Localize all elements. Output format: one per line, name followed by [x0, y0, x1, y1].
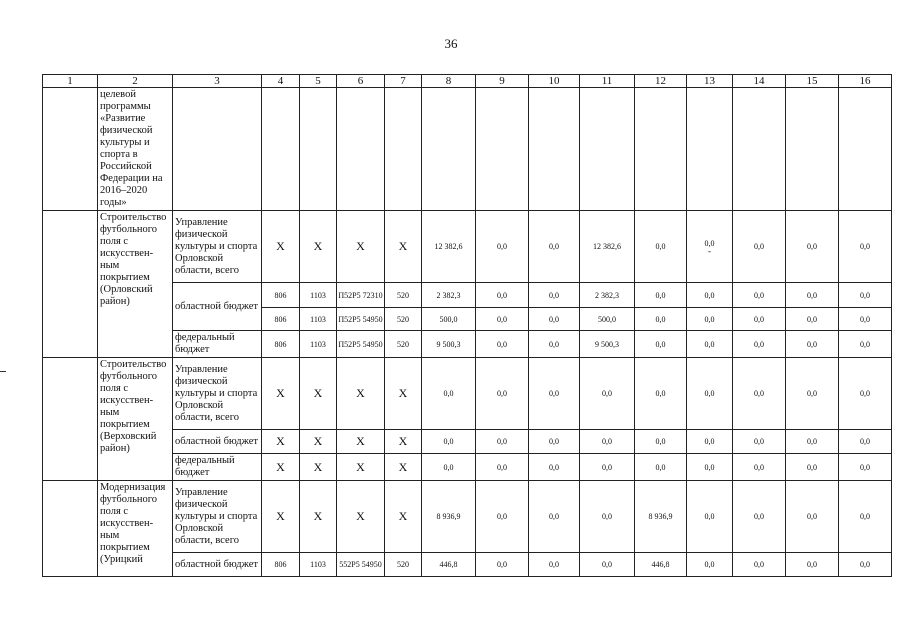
table-cell — [635, 88, 687, 211]
amount-cell: 0,0 — [635, 430, 687, 454]
amount-cell: 0,0 — [529, 283, 580, 308]
col-header: 3 — [173, 75, 262, 88]
kbk-cell: 1103 — [300, 308, 337, 331]
table-row — [43, 88, 892, 211]
table-cell — [300, 88, 337, 211]
amount-cell: 0,0 — [839, 283, 892, 308]
program-name-continued: целевой программы «Развитие физической культуры и спорта в Российской Федерации на 2016–2020 годы» — [98, 88, 173, 211]
kbk-cell: П52P5 54950 — [337, 331, 385, 358]
kbk-cell: X — [262, 481, 300, 553]
kbk-cell: X — [337, 430, 385, 454]
amount-cell: 0,0 — [422, 430, 476, 454]
amount-cell: 0,0 — [839, 430, 892, 454]
kbk-cell: X — [262, 430, 300, 454]
amount-cell: 0,0 — [529, 430, 580, 454]
amount-cell: 0,0 — [635, 283, 687, 308]
table-cell — [687, 88, 733, 211]
table-cell — [422, 88, 476, 211]
amount-cell: 0,0 — [786, 454, 839, 481]
amount-cell: 0,0 — [529, 358, 580, 430]
amount-cell — [687, 211, 733, 283]
amount-cell: 500,0 — [422, 308, 476, 331]
table-row — [43, 211, 892, 283]
kbk-cell: X — [385, 430, 422, 454]
kbk-cell: П52P5 72310 — [337, 283, 385, 308]
col-header: 14 — [733, 75, 786, 88]
amount-cell: 0,0 — [733, 481, 786, 553]
amount-cell: 0,0 — [476, 358, 529, 430]
table-cell — [839, 88, 892, 211]
kbk-cell: X — [300, 358, 337, 430]
col-header: 10 — [529, 75, 580, 88]
amount-cell: 0,0 — [580, 454, 635, 481]
amount-cell: 12 382,6 — [422, 211, 476, 283]
col-header: 15 — [786, 75, 839, 88]
amount-cell: 9 500,3 — [580, 331, 635, 358]
kbk-cell: 520 — [385, 553, 422, 577]
amount-cell: 0,0 — [839, 358, 892, 430]
funding-source: Управление физической культуры и спорта Орловской области, всего — [173, 358, 262, 430]
kbk-cell: 1103 — [300, 331, 337, 358]
amount-cell: 0,0 — [580, 553, 635, 577]
funding-source: федеральный бюджет — [173, 454, 262, 481]
amount-cell: 446,8 — [422, 553, 476, 577]
page-number: 36 — [444, 36, 458, 51]
event-name: Модернизация футбольного поля с искусствен-ным покрытием (Урицкий — [98, 481, 173, 577]
kbk-cell: 806 — [262, 283, 300, 308]
table-cell — [337, 88, 385, 211]
funding-source: Управление физической культуры и спорта Орловской области, всего — [173, 211, 262, 283]
amount-cell: 0,0 — [687, 481, 733, 553]
kbk-cell: X — [300, 481, 337, 553]
kbk-cell: X — [385, 454, 422, 481]
kbk-cell: X — [300, 430, 337, 454]
amount-cell: 2 382,3 — [580, 283, 635, 308]
table-row — [43, 358, 892, 430]
amount-cell: 0,0 — [635, 308, 687, 331]
amount-cell: 0,0 — [786, 331, 839, 358]
kbk-cell: 552P5 54950 — [337, 553, 385, 577]
kbk-cell: X — [300, 454, 337, 481]
amount-cell: 0,0 — [635, 331, 687, 358]
table-cell — [733, 88, 786, 211]
col-header: 8 — [422, 75, 476, 88]
kbk-cell: X — [337, 481, 385, 553]
amount-cell: 0,0 — [529, 454, 580, 481]
kbk-cell: 806 — [262, 308, 300, 331]
amount-cell: 0,0 — [733, 331, 786, 358]
amount-cell: 0,0 — [476, 211, 529, 283]
budget-table-container — [42, 74, 892, 577]
table-cell — [43, 358, 98, 481]
table-cell — [476, 88, 529, 211]
kbk-cell: 520 — [385, 308, 422, 331]
kbk-cell: П52P5 54950 — [337, 308, 385, 331]
kbk-cell: X — [300, 211, 337, 283]
col-header: 13 — [687, 75, 733, 88]
amount-cell: 0,0 — [422, 358, 476, 430]
table-cell — [385, 88, 422, 211]
amount-cell: 446,8 — [635, 553, 687, 577]
amount-cell: 0,0 — [733, 308, 786, 331]
amount-cell: 0,0 — [839, 481, 892, 553]
amount-cell: 0,0 — [786, 481, 839, 553]
col-header: 12 — [635, 75, 687, 88]
amount-cell: 0,0 — [580, 358, 635, 430]
amount-cell: 0,0 — [733, 283, 786, 308]
budget-table — [42, 74, 892, 577]
kbk-cell: X — [385, 358, 422, 430]
amount-cell: 0,0 — [635, 358, 687, 430]
amount-cell: 0,0 — [529, 553, 580, 577]
funding-source: федеральный бюджет — [173, 331, 262, 358]
amount-cell: 0,0 — [733, 211, 786, 283]
amount-cell: 0,0 — [733, 430, 786, 454]
amount-cell: 0,0 — [687, 454, 733, 481]
amount-cell: 0,0 — [839, 331, 892, 358]
funding-source: Управление физической культуры и спорта Орловской области, всего — [173, 481, 262, 553]
amount-cell: 0,0 — [839, 211, 892, 283]
amount-cell: 0,0 — [687, 308, 733, 331]
amount-cell: 0,0 — [786, 283, 839, 308]
amount-cell: 0,0 — [529, 211, 580, 283]
amount-value: 0,0 — [704, 239, 715, 248]
amount-cell: 0,0 — [476, 481, 529, 553]
table-cell — [173, 88, 262, 211]
amount-cell: 0,0 — [635, 454, 687, 481]
amount-cell: 0,0 — [529, 481, 580, 553]
amount-cell: 500,0 — [580, 308, 635, 331]
table-row — [43, 481, 892, 553]
funding-source: областной бюджет — [173, 430, 262, 454]
amount-cell: 0,0 — [476, 331, 529, 358]
col-header: 7 — [385, 75, 422, 88]
kbk-cell: X — [262, 454, 300, 481]
amount-cell: 0,0 — [422, 454, 476, 481]
amount-cell: 8 936,9 — [422, 481, 476, 553]
kbk-cell: X — [337, 211, 385, 283]
col-header: 4 — [262, 75, 300, 88]
kbk-cell: 806 — [262, 331, 300, 358]
col-header: 2 — [98, 75, 173, 88]
col-header: 1 — [43, 75, 98, 88]
kbk-cell: X — [262, 358, 300, 430]
amount-cell: 0,0 — [529, 331, 580, 358]
amount-cell: 0,0 — [786, 211, 839, 283]
amount-cell: 0,0 — [786, 308, 839, 331]
amount-cell: 0,0 — [839, 553, 892, 577]
kbk-cell: X — [262, 211, 300, 283]
col-header: 6 — [337, 75, 385, 88]
amount-cell: 0,0 — [476, 430, 529, 454]
amount-cell: 9 500,3 — [422, 331, 476, 358]
table-cell — [43, 88, 98, 211]
funding-source: областной бюджет — [173, 283, 262, 331]
amount-cell: 0,0 — [580, 430, 635, 454]
amount-cell: 0,0 — [786, 553, 839, 577]
table-cell — [529, 88, 580, 211]
kbk-cell: 806 — [262, 553, 300, 577]
col-header: 16 — [839, 75, 892, 88]
amount-cell: 12 382,6 — [580, 211, 635, 283]
kbk-cell: 1103 — [300, 283, 337, 308]
amount-cell: 0,0 — [733, 553, 786, 577]
amount-cell: 0,0 — [687, 430, 733, 454]
col-header: 11 — [580, 75, 635, 88]
amount-cell: 0,0 — [529, 308, 580, 331]
kbk-cell: 520 — [385, 331, 422, 358]
amount-cell: 0,0 — [839, 308, 892, 331]
col-header: 5 — [300, 75, 337, 88]
amount-cell: 0,0 — [786, 430, 839, 454]
kbk-cell: X — [385, 481, 422, 553]
header-row — [43, 75, 892, 88]
table-cell — [580, 88, 635, 211]
kbk-cell: X — [337, 454, 385, 481]
margin-mark — [0, 371, 6, 372]
amount-cell: 0,0 — [687, 331, 733, 358]
kbk-cell: X — [337, 358, 385, 430]
table-cell — [262, 88, 300, 211]
kbk-cell: 1103 — [300, 553, 337, 577]
amount-cell: 0,0 — [733, 454, 786, 481]
amount-cell: 0,0 — [580, 481, 635, 553]
amount-cell: 0,0 — [476, 308, 529, 331]
event-name: Строительство футбольного поля с искусствен-ным покрытием (Орловский район) — [98, 211, 173, 358]
amount-cell: 0,0 — [476, 553, 529, 577]
amount-cell: 0,0 — [733, 358, 786, 430]
amount-cell: 0,0 — [476, 454, 529, 481]
table-cell — [43, 211, 98, 358]
table-cell — [43, 481, 98, 577]
amount-cell: 2 382,3 — [422, 283, 476, 308]
event-name: Строительство футбольного поля с искусствен-ным покрытием (Верховский район) — [98, 358, 173, 481]
kbk-cell: X — [385, 211, 422, 283]
amount-cell: 0,0 — [687, 283, 733, 308]
amount-cell: 0,0 — [786, 358, 839, 430]
amount-cell: 8 936,9 — [635, 481, 687, 553]
dash-mark: - — [708, 246, 711, 256]
amount-cell: 0,0 — [635, 211, 687, 283]
kbk-cell: 520 — [385, 283, 422, 308]
table-cell — [786, 88, 839, 211]
amount-cell: 0,0 — [687, 553, 733, 577]
col-header: 9 — [476, 75, 529, 88]
amount-cell: 0,0 — [687, 358, 733, 430]
amount-cell: 0,0 — [839, 454, 892, 481]
funding-source: областной бюджет — [173, 553, 262, 577]
amount-cell: 0,0 — [476, 283, 529, 308]
